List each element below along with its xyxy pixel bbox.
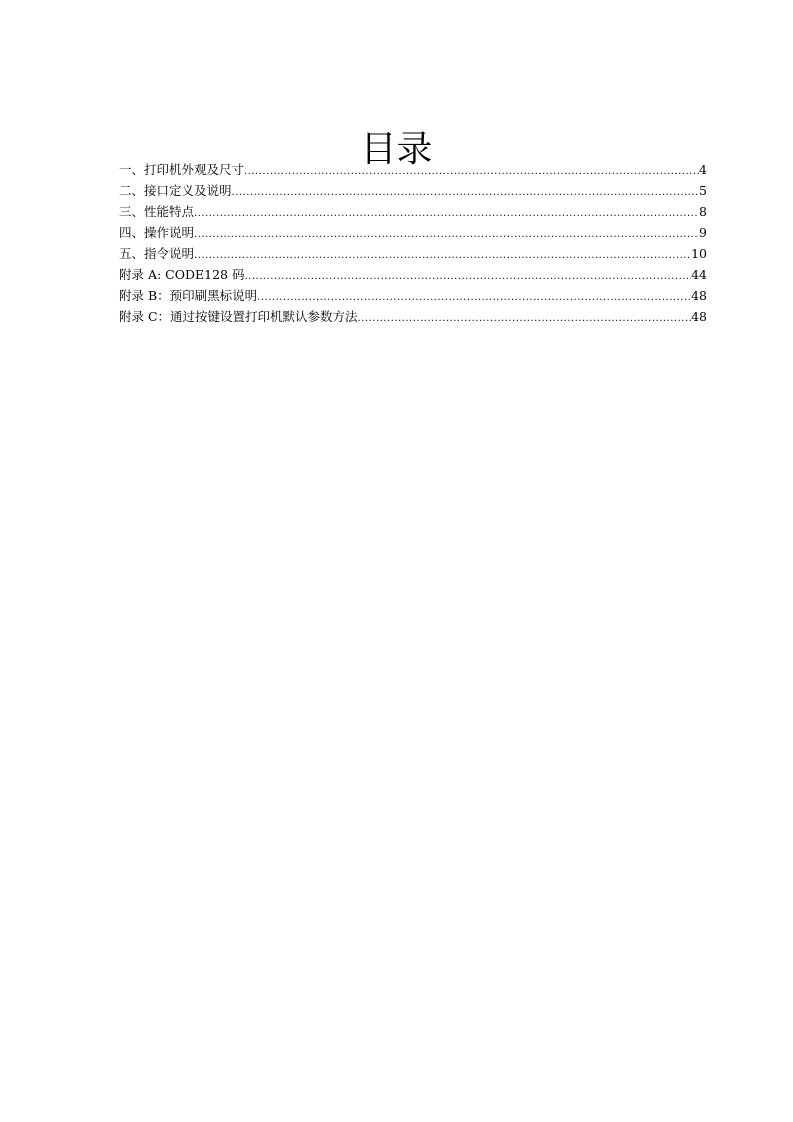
toc-entry-page-number: 44 — [691, 267, 707, 282]
toc-dot-leader — [194, 203, 699, 224]
toc-entry-command-reference[interactable] — [119, 243, 707, 264]
toc-entry-operation-instructions[interactable] — [119, 222, 707, 243]
toc-entry-page-number: 48 — [691, 309, 707, 324]
toc-entry-label: 附录 B：预印刷黑标说明 — [119, 288, 258, 303]
toc-entry-page-number: 8 — [699, 204, 707, 219]
toc-entry-performance-features[interactable] — [119, 201, 707, 222]
toc-entry-interface-definition[interactable] — [119, 180, 707, 201]
toc-dot-leader — [232, 182, 700, 203]
toc-entry-appendix-c-default-settings[interactable] — [119, 306, 707, 327]
toc-dot-leader — [244, 161, 699, 182]
toc-dot-leader — [358, 308, 692, 329]
toc-entry-label: 四、操作说明 — [119, 225, 195, 240]
toc-entry-label: 一、打印机外观及尺寸 — [119, 162, 245, 177]
toc-entry-label: 附录 C：通过按键设置打印机默认参数方法 — [119, 309, 358, 324]
toc-entry-appearance-dimensions[interactable] — [119, 159, 707, 180]
toc-entry-label: 五、指令说明 — [119, 246, 195, 261]
toc-entry-page-number: 48 — [691, 288, 707, 303]
toc-dot-leader — [194, 245, 691, 266]
toc-dot-leader — [244, 266, 691, 287]
toc-entry-page-number: 10 — [691, 246, 707, 261]
table-of-contents — [119, 159, 707, 327]
toc-entry-label: 二、接口定义及说明 — [119, 183, 232, 198]
toc-entry-label: 三、性能特点 — [119, 204, 195, 219]
toc-entry-appendix-a-code128[interactable] — [119, 264, 707, 285]
toc-dot-leader — [257, 287, 691, 308]
toc-entry-page-number: 9 — [699, 225, 707, 240]
toc-entry-page-number: 4 — [699, 162, 707, 177]
toc-entry-page-number: 5 — [699, 183, 707, 198]
toc-dot-leader — [194, 224, 699, 245]
toc-entry-appendix-b-black-mark[interactable] — [119, 285, 707, 306]
page-title: 目录 — [360, 129, 433, 171]
toc-entry-label: 附录 A: CODE128 码 — [119, 267, 245, 282]
